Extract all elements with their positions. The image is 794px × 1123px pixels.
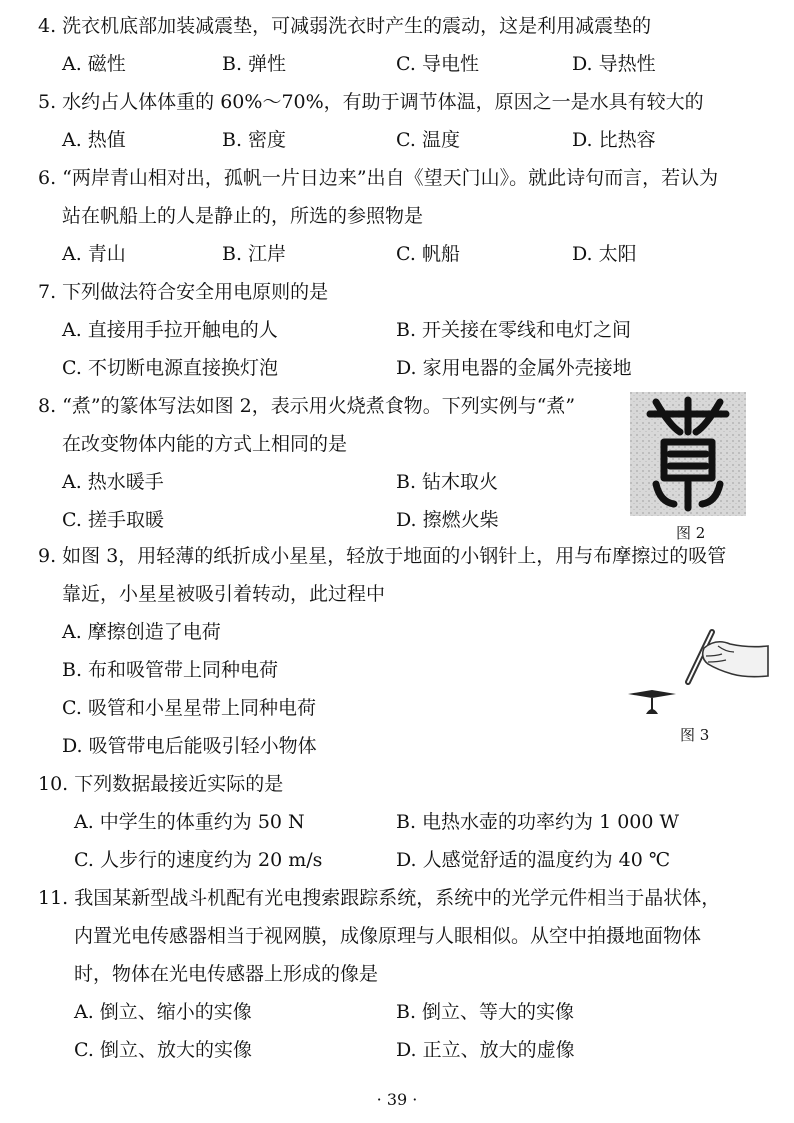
q4-option-c: C. 导电性: [396, 53, 479, 75]
q9-option-c: C. 吸管和小星星带上同种电荷: [62, 697, 316, 719]
question-9-stem-line-2: 靠近，小星星被吸引着转动，此过程中: [62, 583, 386, 605]
question-11-stem-line-2: 内置光电传感器相当于视网膜，成像原理与人眼相似。从空中拍摄地面物体: [74, 925, 702, 947]
question-11-stem-line-3: 时，物体在光电传感器上形成的像是: [74, 963, 379, 985]
q10-option-a: A. 中学生的体重约为 50 N: [74, 811, 305, 833]
q7-option-d: D. 家用电器的金属外壳接地: [396, 357, 632, 379]
question-6-stem-line-1: 6. “两岸青山相对出，孤帆一片日边来”出自《望天门山》。就此诗句而言，若认为: [38, 167, 719, 189]
question-6-stem-line-2: 站在帆船上的人是静止的，所选的参照物是: [62, 205, 424, 227]
q8-option-c: C. 搓手取暖: [62, 509, 164, 531]
q5-option-b: B. 密度: [222, 129, 287, 151]
q4-option-b: B. 弹性: [222, 53, 287, 75]
q6-option-a: A. 青山: [62, 243, 126, 265]
q5-option-d: D. 比热容: [572, 129, 656, 151]
figure-2-caption: 图 2: [676, 524, 706, 542]
q9-option-d: D. 吸管带电后能吸引轻小物体: [62, 735, 317, 757]
q7-option-b: B. 开关接在零线和电灯之间: [396, 319, 632, 341]
q11-option-d: D. 正立、放大的虚像: [396, 1039, 575, 1061]
q5-option-a: A. 热值: [62, 129, 126, 151]
q8-option-b: B. 钻木取火: [396, 471, 499, 493]
q6-option-d: D. 太阳: [572, 243, 637, 265]
figure-2-seal-character: [630, 392, 746, 516]
figure-3-caption: 图 3: [680, 726, 710, 744]
q11-option-c: C. 倒立、放大的实像: [74, 1039, 252, 1061]
figure-3-straw-and-star: [622, 618, 772, 722]
q8-option-a: A. 热水暖手: [62, 471, 164, 493]
page-number: · 39 ·: [376, 1090, 418, 1109]
question-4-stem: 4. 洗衣机底部加装减震垫，可减弱洗衣时产生的震动，这是利用减震垫的: [38, 15, 652, 37]
q11-option-b: B. 倒立、等大的实像: [396, 1001, 575, 1023]
q8-option-d: D. 擦燃火柴: [396, 509, 499, 531]
q6-option-c: C. 帆船: [396, 243, 460, 265]
q9-option-b: B. 布和吸管带上同种电荷: [62, 659, 279, 681]
question-9-stem-line-1: 9. 如图 3，用轻薄的纸折成小星星，轻放于地面的小钢针上，用与布摩擦过的吸管: [38, 545, 727, 567]
question-7-stem: 7. 下列做法符合安全用电原则的是: [38, 281, 329, 303]
q10-option-c: C. 人步行的速度约为 20 m/s: [74, 849, 323, 871]
q10-option-d: D. 人感觉舒适的温度约为 40 ℃: [396, 849, 671, 871]
q10-option-b: B. 电热水壶的功率约为 1 000 W: [396, 811, 680, 833]
question-8-stem-line-2: 在改变物体内能的方式上相同的是: [62, 433, 348, 455]
q4-option-d: D. 导热性: [572, 53, 656, 75]
question-11-stem-line-1: 11. 我国某新型战斗机配有光电搜索跟踪系统，系统中的光学元件相当于晶状体，: [38, 887, 721, 909]
q11-option-a: A. 倒立、缩小的实像: [74, 1001, 252, 1023]
q7-option-c: C. 不切断电源直接换灯泡: [62, 357, 278, 379]
q9-option-a: A. 摩擦创造了电荷: [62, 621, 221, 643]
question-5-stem: 5. 水约占人体体重的 60%～70%，有助于调节体温，原因之一是水具有较大的: [38, 91, 704, 113]
question-10-stem: 10. 下列数据最接近实际的是: [38, 773, 284, 795]
q7-option-a: A. 直接用手拉开触电的人: [62, 319, 278, 341]
q6-option-b: B. 江岸: [222, 243, 287, 265]
q5-option-c: C. 温度: [396, 129, 460, 151]
q4-option-a: A. 磁性: [62, 53, 126, 75]
question-8-stem-line-1: 8. “煮”的篆体写法如图 2，表示用火烧煮食物。下列实例与“煮”: [38, 395, 576, 417]
